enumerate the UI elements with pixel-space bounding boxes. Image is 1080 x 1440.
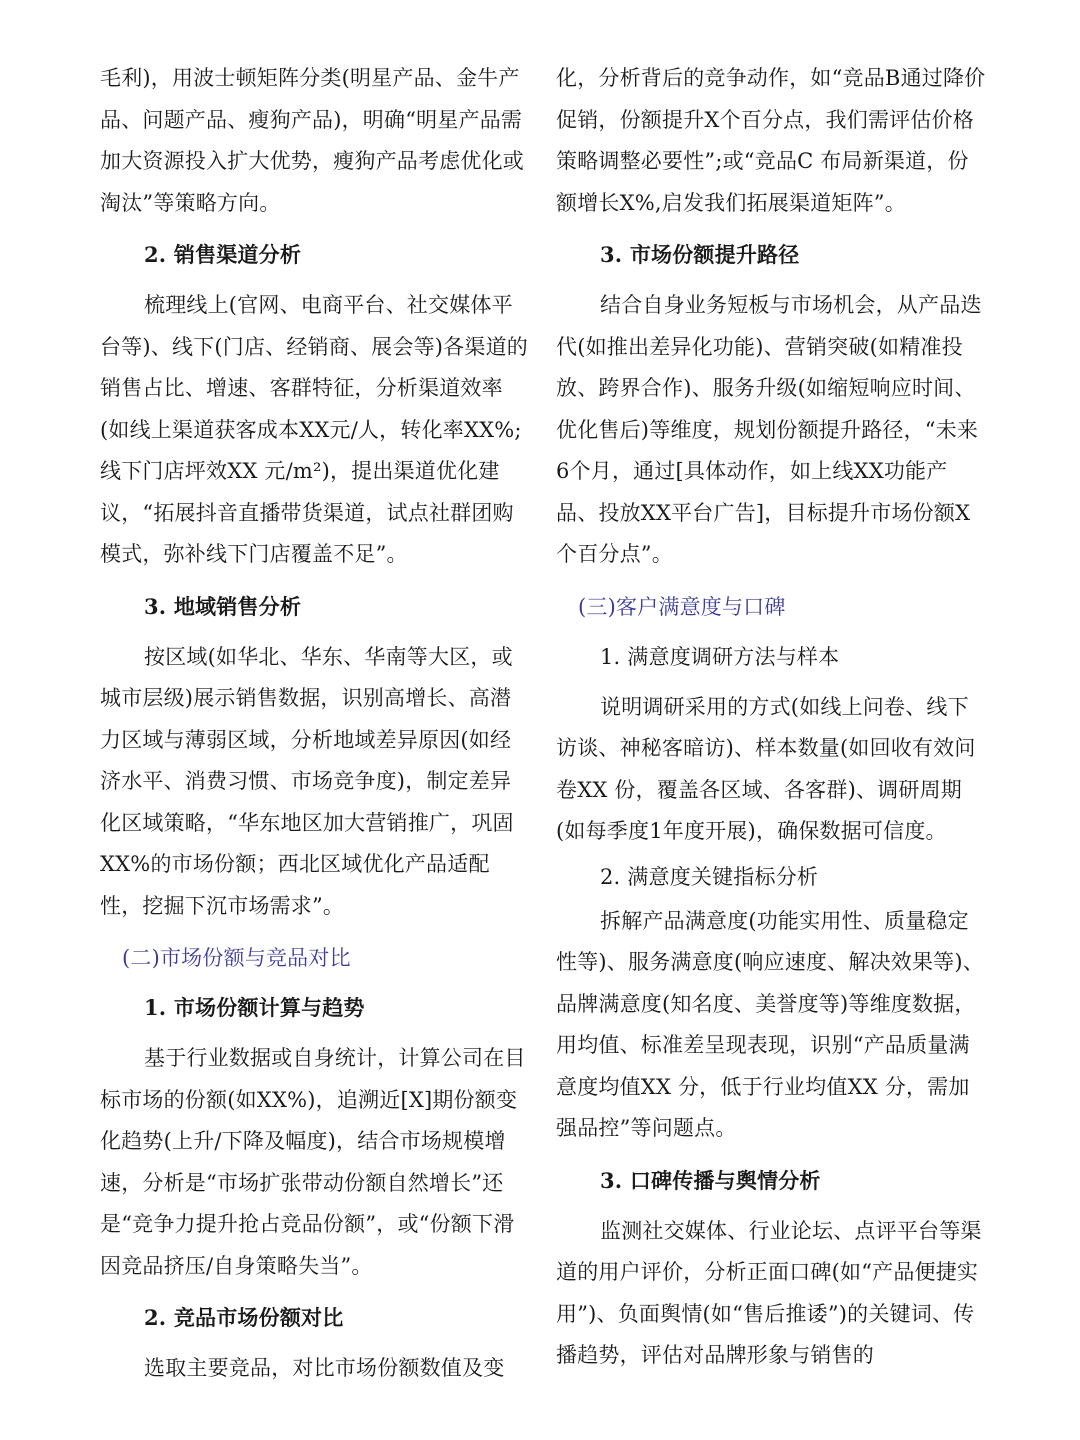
competitor-share-continued: 化，分析背后的竞争动作，如“竞品B通过降价促销，份额提升X个百分点，我们需评估价格策略调整必要性”;或“竞品C 布局新渠道，份额增长X%,启发我们拓展渠道矩阵”。 — [556, 66, 986, 215]
heading-share-trend: 1. 市场份额计算与趋势 — [144, 995, 365, 1020]
section-market-share: (二)市场份额与竞品对比 — [122, 946, 351, 970]
heading-competitor-share: 2. 竞品市场份额对比 — [144, 1305, 344, 1330]
right-column — [556, 58, 988, 1377]
left-column — [100, 58, 532, 1390]
survey-method-paragraph: 说明调研采用的方式(如线上问卷、线下访谈、神秘客暗访)、样本数量(如回收有效问卷XX 份，覆盖各区域、各客群)、调研周期(如每季度1年度开展)，确保数据可信度。 — [556, 694, 976, 843]
heading-key-metrics: 2. 满意度关键指标分析 — [600, 864, 819, 889]
competitor-share-paragraph: 选取主要竞品，对比市场份额数值及变 — [144, 1356, 505, 1380]
heading-survey-method: 1. 满意度调研方法与样本 — [600, 644, 840, 669]
intro-paragraph: 毛利)，用波士顿矩阵分类(明星产品、金牛产品、问题产品、瘦狗产品)，明确“明星产品需加大资源投入扩大优势，瘦狗产品考虑优化或淘汰”等策略方向。 — [100, 66, 524, 215]
regional-sales-paragraph: 按区域(如华北、华东、华南等大区，或城市层级)展示销售数据，识别高增长、高潜力区域与薄弱区域，分析地域差异原因(如经济水平、消费习惯、市场竞争度)，制定差异化区域策略，“华东地区加大营销推广，巩固XX%的市场份额；西北区域优化产品适配性，挖掘下沉市场需求”。 — [100, 644, 514, 918]
heading-regional-sales: 3. 地域销售分析 — [144, 593, 302, 619]
heading-share-growth-path: 3. 市场份额提升路径 — [600, 242, 800, 267]
share-trend-paragraph: 基于行业数据或自身统计，计算公司在目标市场的份额(如XX%)，追溯近[X]期份额变化趋势(上升/下降及幅度)，结合市场规模增速，分析是“市场扩张带动份额自然增长”还是“竞争力提升抢占竞品份额”，或“份额下滑因竞品挤压/自身策略失当”。 — [100, 1046, 526, 1278]
heading-sales-channel: 2. 销售渠道分析 — [144, 242, 302, 267]
word-of-mouth-paragraph: 监测社交媒体、行业论坛、点评平台等渠道的用户评价，分析正面口碑(如“产品便捷实用”)、负面舆情(如“售后推诿”)的关键词、传播趋势，评估对品牌形象与销售的 — [556, 1218, 982, 1367]
heading-word-of-mouth: 3. 口碑传播与舆情分析 — [600, 1167, 821, 1193]
section-customer-satisfaction: (三)客户满意度与口碑 — [578, 594, 786, 619]
share-growth-path-paragraph: 结合自身业务短板与市场机会，从产品迭代(如推出差异化功能)、营销突破(如精准投放、跨界合作)、服务升级(如缩短响应时间、优化售后)等维度，规划份额提升路径，“未来6个月，通过[具体动作，如上线XX功能产品、投放XX平台广告]，目标提升市场份额X 个百分点”。 — [556, 293, 982, 566]
key-metrics-paragraph: 拆解产品满意度(功能实用性、质量稳定性等)、服务满意度(响应速度、解决效果等)、品牌满意度(知名度、美誉度等)等维度数据，用均值、标准差呈现表现，识别“产品质量满意度均值XX 分，低于行业均值XX 分，需加强品控”等问题点。 — [556, 908, 984, 1140]
sales-channel-paragraph: 梳理线上(官网、电商平台、社交媒体平台等)、线下(门店、经销商、展会等)各渠道的销售占比、增速、客群特征，分析渠道效率(如线上渠道获客成本XX元/人，转化率XX%;线下门店坪效XX 元/m²)，提出渠道优化建议，“拓展抖音直播带货渠道，试点社群团购模式，弥补线下门店覆盖不足”。 — [100, 293, 528, 566]
